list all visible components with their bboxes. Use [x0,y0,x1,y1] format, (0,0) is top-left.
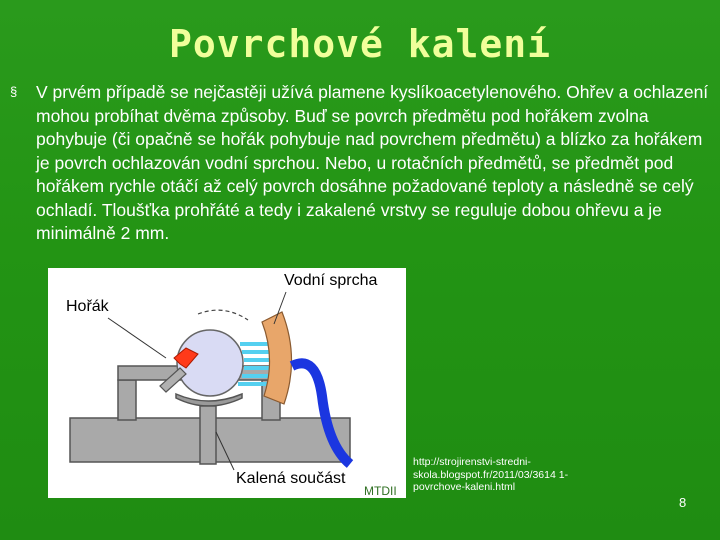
burner-leader [108,318,166,358]
author-label: MTDII [364,484,397,498]
center-post [200,406,216,464]
label-water-spray: Vodní sprcha [284,272,378,289]
label-hardened-part: Kalená součást [236,470,346,487]
source-url: http://strojirenstvi-stredni-skola.blogspot.fr/2011/03/3614 1-povrchove-kaleni.html [413,456,569,493]
left-support [118,380,136,420]
slide-title: Povrchové kalení [168,22,552,66]
label-burner: Hořák [66,298,109,315]
page-number: 8 [679,495,687,510]
illustration [48,268,406,498]
bullet-icon: § [10,84,18,99]
rotation-arrow [198,310,248,320]
body-paragraph: V prvém případě se nejčastěji užívá plamene kyslíkoacetylenového. Ohřev a ochlazení mohou probíhat dvěma způsoby. Buď se povrch předmětu pod hořákem zvolna pohybuje (či opačně se hořák pohybuje nad povrchem předmětu) a blízko za hořákem je povrch ochlazován vodní sprchou. Nebo, u rotačních předmětů, se předmět pod hořákem rychle otáčí až celý povrch dosáhne požadované teploty a následně se celý ochladí. Tloušťka prohřáté a tedy i zakalené vrstvy se reguluje dobou ohřevu a je minimálně 2 mm. [36,82,709,243]
